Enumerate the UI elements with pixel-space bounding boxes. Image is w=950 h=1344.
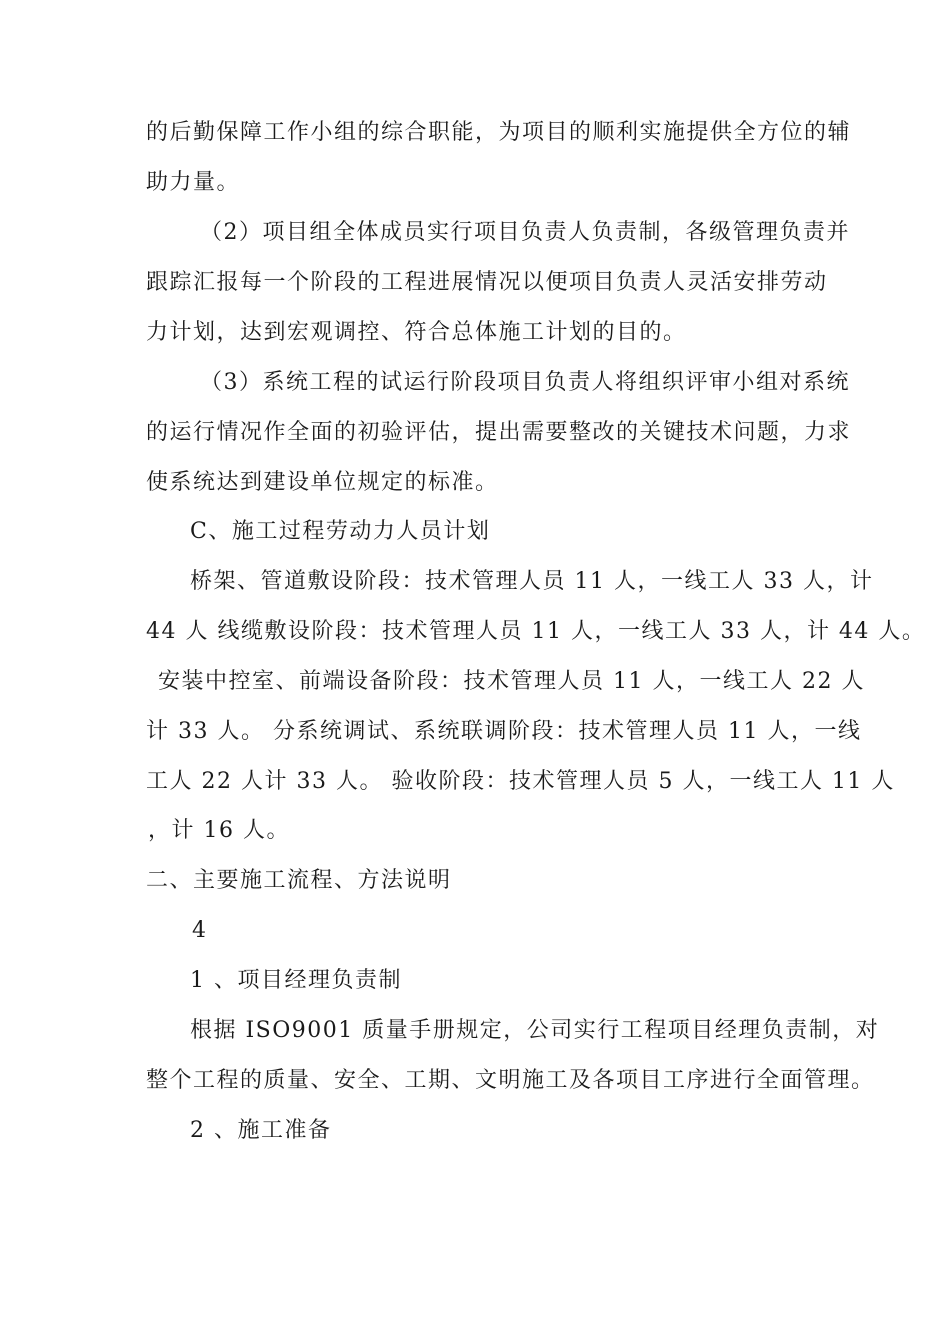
body-line: 整个工程的质量、安全、工期、文明施工及各项目工序进行全面管理。: [146, 1068, 875, 1093]
section-heading-1: 1 、项目经理负责制: [190, 968, 402, 993]
paragraph-item-3: （3）系统工程的试运行阶段项目负责人将组织评审小组对系统: [200, 370, 850, 395]
chapter-heading: 二、主要施工流程、方法说明: [146, 868, 452, 893]
body-line: 助力量。: [146, 170, 241, 195]
labor-plan-line: ，计 16 人。: [148, 818, 290, 843]
body-line: 力计划，达到宏观调控、符合总体施工计划的目的。: [146, 320, 687, 345]
labor-plan-line: 桥架、管道敷设阶段：技术管理人员 11 人，一线工人 33 人，计: [190, 569, 874, 594]
body-line: 的运行情况作全面的初验评估，提出需要整改的关键技术问题，力求: [146, 420, 852, 445]
body-line: 根据 ISO9001 质量手册规定，公司实行工程项目经理负责制，对: [190, 1018, 880, 1043]
section-heading-2: 2 、施工准备: [190, 1118, 332, 1143]
body-line: 的后勤保障工作小组的综合职能，为项目的顺利实施提供全方位的辅: [146, 120, 852, 145]
labor-plan-line: 计 33 人。 分系统调试、系统联调阶段：技术管理人员 11 人，一线: [146, 719, 862, 744]
labor-plan-line: 安装中控室、前端设备阶段：技术管理人员 11 人，一线工人 22 人: [158, 669, 865, 694]
page-number: 4: [192, 918, 208, 943]
paragraph-item-2: （2）项目组全体成员实行项目负责人负责制，各级管理负责并: [200, 220, 850, 245]
labor-plan-line: 工人 22 人计 33 人。 验收阶段：技术管理人员 5 人，一线工人 11 人: [146, 769, 895, 794]
body-line: 跟踪汇报每一个阶段的工程进展情况以便项目负责人灵活安排劳动: [146, 270, 828, 295]
body-line: 使系统达到建设单位规定的标准。: [146, 470, 499, 495]
labor-plan-line: 44 人 线缆敷设阶段：技术管理人员 11 人，一线工人 33 人，计 44 人。: [146, 619, 926, 644]
section-heading-c: C、施工过程劳动力人员计划: [190, 519, 491, 544]
